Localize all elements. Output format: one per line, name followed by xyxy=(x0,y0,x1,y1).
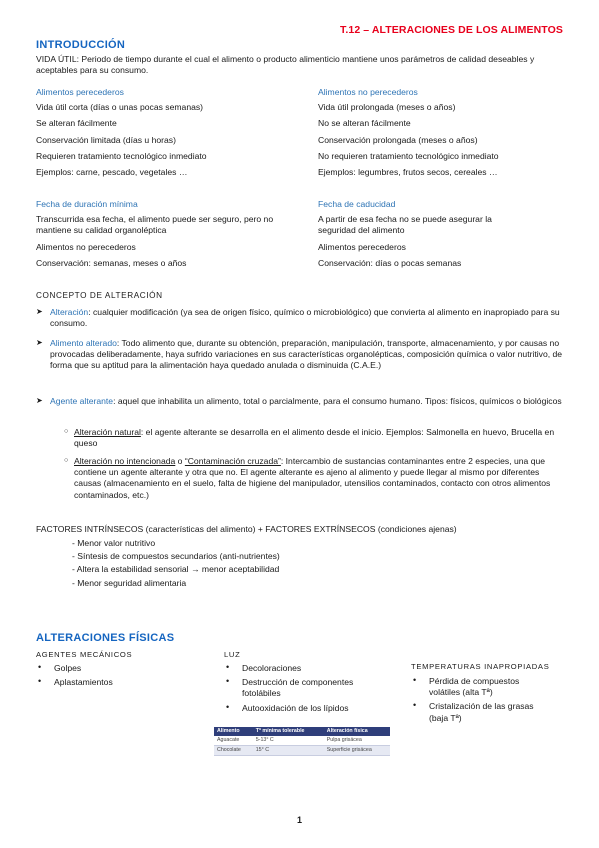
perecederos-column xyxy=(36,87,306,183)
luz-list xyxy=(226,663,376,717)
dot-bullet-icon: • xyxy=(38,676,42,687)
table-cell: Superficie grisácea xyxy=(324,745,390,755)
intro-heading: INTRODUCCIÓN xyxy=(36,39,126,51)
dot-bullet-icon: • xyxy=(226,701,230,712)
no-perecederos-line: Conservación prolongada (meses o años) xyxy=(318,134,478,145)
arrow-bullet-icon: ➤ xyxy=(36,338,43,347)
alteracion-no-intencionada-definition: : Intercambio de sustancias contaminantes entre 2 especies, una que contiene un agente alterante y otra que no. El agente alterante es ajeno al alimento y puede llegar al mismo por diferentes causas (almacenamiento en el suelo, falta de higiene del manipulador, utensilios contaminados, contacto con otros alimentos contaminados, etc.) xyxy=(74,456,551,500)
luz-item: Destrucción de componentes fotolábiles xyxy=(242,677,354,699)
luz-item: Decoloraciones xyxy=(242,663,302,673)
list-item xyxy=(38,677,198,688)
mecanicos-item: Golpes xyxy=(54,663,82,673)
factores-item: - Síntesis de compuestos secundarios (anti-nutrientes) xyxy=(72,551,280,562)
no-perecederos-line: Ejemplos: legumbres, frutos secos, cereales … xyxy=(318,166,498,177)
temperaturas-list xyxy=(413,676,553,727)
duracion-minima-line: Transcurrida esa fecha, el alimento puede ser seguro, pero no mantiene su calidad organoléptica xyxy=(36,214,274,236)
duracion-minima-column xyxy=(36,199,306,274)
alimento-alterado-definition: : Todo alimento que, durante su obtención, preparación, manipulación, transporte, almacenamiento, y por causas no provocadas deliberadamente, haya sufrido variaciones en sus características organolépticas, composición química o valor nutritivo, de forma que su aptitud para la alimentación haya quedado anulada o disminuida (C.A.E.) xyxy=(50,338,563,371)
luz-heading: LUZ xyxy=(224,650,241,659)
circle-bullet-icon: ○ xyxy=(64,457,69,464)
list-item xyxy=(226,703,376,714)
concepto-heading: CONCEPTO DE ALTERACIÓN xyxy=(36,291,163,300)
table-cell: 5-13° C xyxy=(253,736,324,745)
alteracion-natural-term: Alteración natural xyxy=(74,427,141,437)
alteracion-definition: : cualquier modificación (ya sea de origen físico, químico o microbiológico) que convierta al alimento en inapropiado para su consumo. xyxy=(50,307,560,329)
caducidad-heading: Fecha de caducidad xyxy=(318,199,396,209)
table-row xyxy=(214,736,390,745)
perecederos-line: Conservación limitada (días u horas) xyxy=(36,134,176,145)
vida-util-paragraph: VIDA ÚTIL: Periodo de tiempo durante el cual el alimento o producto alimenticio mantiene unos parámetros de calidad deseables y aceptables para su consumo. xyxy=(36,54,535,76)
temperaturas-heading: TEMPERATURAS INAPROPIADAS xyxy=(411,662,550,671)
alteracion-natural-item xyxy=(64,427,564,449)
temperaturas-item: Pérdida de compuestos volátiles (alta Tª) xyxy=(429,676,520,698)
caducidad-line: Conservación: días o pocas semanas xyxy=(318,257,462,268)
page-number: 1 xyxy=(296,815,302,825)
caducidad-column xyxy=(318,199,518,274)
mecanicos-list xyxy=(38,663,198,691)
table-header-cell: Alteración física xyxy=(324,727,390,736)
duracion-minima-line: Alimentos no perecederos xyxy=(36,241,136,252)
list-item xyxy=(413,676,553,698)
agente-alterante-term: Agente alterante xyxy=(50,396,114,406)
arrow-bullet-icon: ➤ xyxy=(36,307,43,316)
list-item xyxy=(413,701,553,723)
no-perecederos-line: No se alteran fácilmente xyxy=(318,118,411,129)
luz-item: Autooxidación de los lípidos xyxy=(242,702,349,713)
duracion-minima-heading: Fecha de duración mínima xyxy=(36,199,138,209)
temperatura-table xyxy=(214,727,390,756)
list-item xyxy=(226,677,376,699)
mecanicos-heading: AGENTES MECÁNICOS xyxy=(36,650,133,659)
factores-item: - Menor valor nutritivo xyxy=(72,538,156,548)
no-perecederos-line: No requieren tratamiento tecnológico inmediato xyxy=(318,150,499,161)
perecederos-line: Vida útil corta (días o unas pocas semanas) xyxy=(36,102,204,113)
caducidad-line: Alimentos perecederos xyxy=(318,241,406,252)
list-item xyxy=(226,663,376,674)
dot-bullet-icon: • xyxy=(413,675,417,685)
alteracion-natural-definition: : el agente alterante se desarrolla en el alimento desde el inicio. Ejemplos: Salmonella en huevo, Brucella en queso xyxy=(74,427,555,449)
table-cell: 15° C xyxy=(253,745,324,755)
list-item xyxy=(38,663,198,674)
dot-bullet-icon: • xyxy=(38,662,42,672)
arrow-bullet-icon: ➤ xyxy=(36,396,43,405)
agente-alterante-definition: : aquel que inhabilita un alimento, total o parcialmente, para el consumo humano. Tipos: físicos, químicos o biológicos xyxy=(113,396,562,406)
table-cell: Aguacate xyxy=(214,736,253,745)
fisicas-heading: ALTERACIONES FÍSICAS xyxy=(36,632,175,644)
dot-bullet-icon: • xyxy=(226,662,230,672)
agente-alterante-bullet xyxy=(36,396,564,407)
perecederos-line: Se alteran fácilmente xyxy=(36,118,117,129)
factores-item: - Menor seguridad alimentaria xyxy=(72,577,187,588)
temperaturas-item: Cristalización de las grasas (baja Tª) xyxy=(429,701,534,723)
table-row xyxy=(214,745,390,755)
circle-bullet-icon: ○ xyxy=(64,428,69,435)
perecederos-line: Requieren tratamiento tecnológico inmediato xyxy=(36,150,207,161)
dot-bullet-icon: • xyxy=(226,676,230,687)
no-perecederos-line: Vida útil prolongada (meses o años) xyxy=(318,102,456,113)
table-header-cell: Alimento xyxy=(214,727,253,736)
contaminacion-cruzada-term: “Contaminación cruzada” xyxy=(184,456,281,466)
caducidad-line: A partir de esa fecha no se puede asegurar la seguridad del alimento xyxy=(318,214,492,236)
no-perecederos-column xyxy=(318,87,568,183)
alimento-alterado-term: Alimento alterado xyxy=(50,338,117,348)
table-header-cell: Tª mínima tolerable xyxy=(253,727,324,736)
alteracion-term: Alteración xyxy=(50,307,89,317)
perecederos-line: Ejemplos: carne, pescado, vegetales … xyxy=(36,166,188,177)
alteracion-no-intencionada-term: Alteración no intencionada xyxy=(74,456,176,466)
dot-bullet-icon: • xyxy=(413,700,417,711)
no-perecederos-heading: Alimentos no perecederos xyxy=(318,87,418,97)
factores-heading: FACTORES INTRÍNSECOS (características del alimento) + FACTORES EXTRÍNSECOS (condiciones ajenas) xyxy=(36,524,457,534)
alteracion-no-intencionada-item xyxy=(64,456,564,501)
perecederos-heading: Alimentos perecederos xyxy=(36,87,124,97)
table-header-row xyxy=(214,727,390,736)
table-cell: Pulpa grisácea xyxy=(324,736,390,745)
connector-text: o xyxy=(175,456,185,466)
duracion-minima-line: Conservación: semanas, meses o años xyxy=(36,257,187,268)
factores-item: - Altera la estabilidad sensorial → menor aceptabilidad xyxy=(72,564,280,575)
mecanicos-item: Aplastamientos xyxy=(54,677,113,688)
alimento-alterado-bullet xyxy=(36,338,564,372)
table-cell: Chocolate xyxy=(214,745,253,755)
document-title: T.12 – ALTERACIONES DE LOS ALIMENTOS xyxy=(340,24,563,36)
alteracion-bullet xyxy=(36,307,564,329)
factores-list xyxy=(72,538,472,591)
